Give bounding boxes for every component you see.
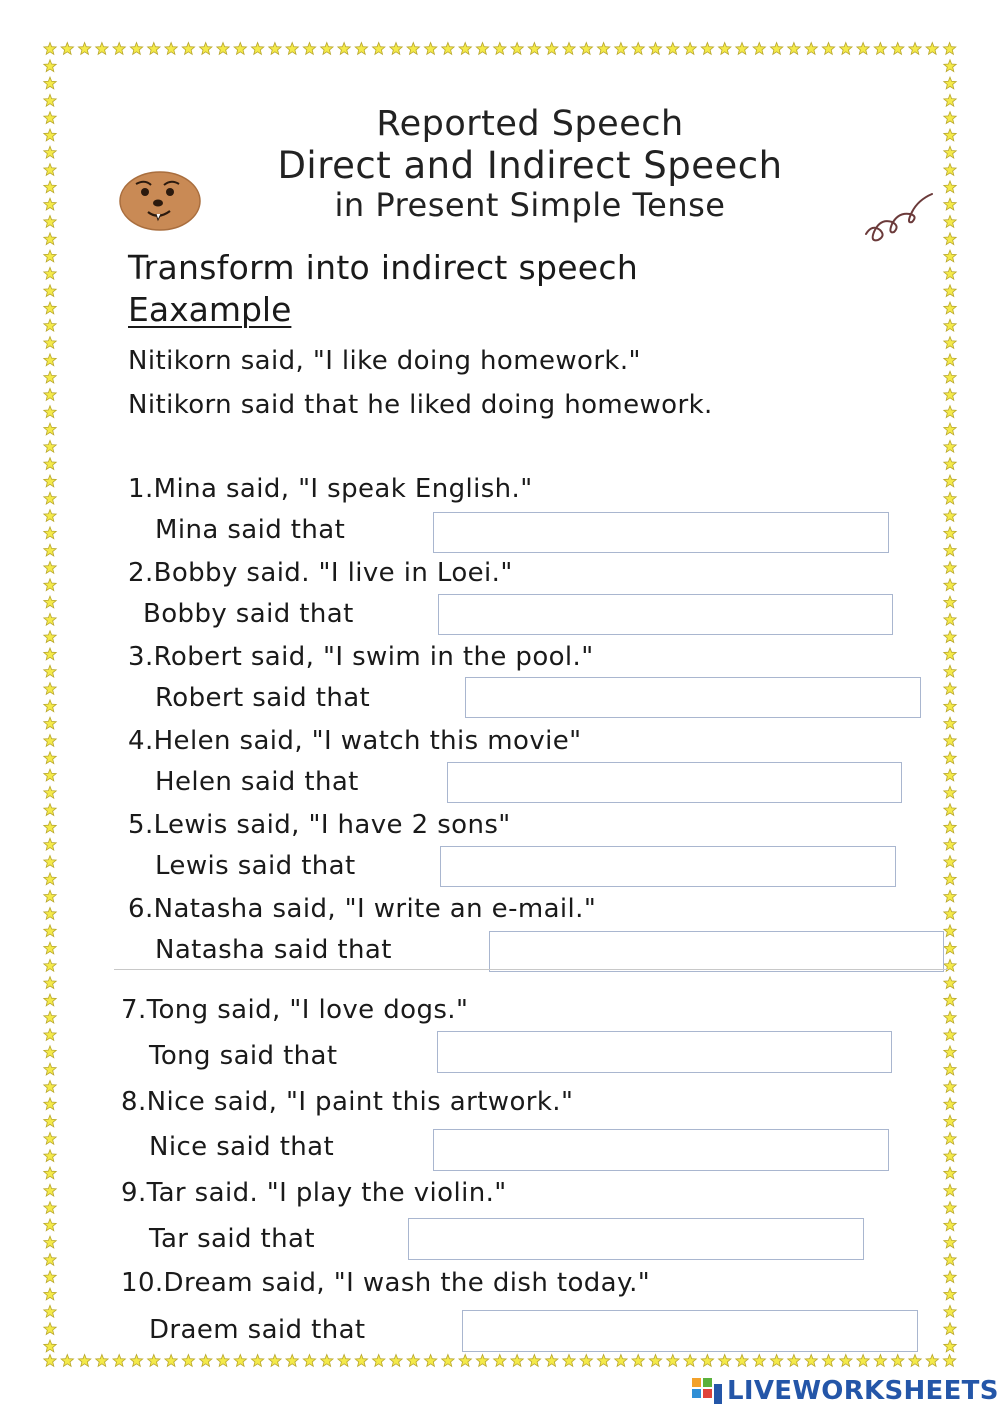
prompt-7: Tong said that (149, 1041, 338, 1071)
answer-input-2[interactable] (438, 594, 893, 635)
answer-input-4[interactable] (447, 762, 902, 803)
answer-input-10[interactable] (462, 1310, 918, 1352)
example-indirect: Nitikorn said that he liked doing homework. (128, 390, 713, 420)
brand-footer[interactable] (690, 1376, 999, 1406)
question-3: 3.Robert said, "I swim in the pool." (128, 642, 594, 672)
question-9: 9.Tar said. "I play the violin." (121, 1178, 507, 1208)
liveworksheets-logo-icon (690, 1376, 724, 1406)
squiggle-doodle-icon (862, 186, 942, 248)
prompt-4: Helen said that (155, 767, 359, 797)
answer-input-8[interactable] (433, 1129, 889, 1171)
answer-input-6[interactable] (489, 931, 944, 972)
prompt-3: Robert said that (155, 683, 371, 713)
question-10: 10.Dream said, "I wash the dish today." (121, 1268, 651, 1298)
answer-input-5[interactable] (440, 846, 896, 887)
question-6: 6.Natasha said, "I write an e-mail." (128, 894, 597, 924)
answer-input-7[interactable] (437, 1031, 892, 1073)
answer-input-1[interactable] (433, 512, 889, 553)
question-1: 1.Mina said, "I speak English." (128, 474, 533, 504)
prompt-9: Tar said that (149, 1224, 315, 1254)
prompt-8: Nice said that (149, 1132, 335, 1162)
prompt-2: Bobby said that (143, 599, 354, 629)
brand-name: LIVEWORKSHEETS (727, 1376, 999, 1406)
question-2: 2.Bobby said. "I live in Loei." (128, 558, 513, 588)
prompt-1: Mina said that (155, 515, 346, 545)
example-direct: Nitikorn said, "I like doing homework." (128, 346, 641, 376)
instruction-heading: Transform into indirect speech (128, 248, 639, 287)
title-line-2: Direct and Indirect Speech (277, 144, 783, 187)
prompt-10: Draem said that (149, 1315, 366, 1345)
example-label: Eaxample (128, 290, 292, 329)
title-line-3: in Present Simple Tense (334, 186, 726, 224)
question-4: 4.Helen said, "I watch this movie" (128, 726, 582, 756)
question-5: 5.Lewis said, "I have 2 sons" (128, 810, 511, 840)
answer-input-3[interactable] (465, 677, 921, 718)
section-divider (114, 969, 948, 970)
smiling-face-icon (118, 170, 204, 232)
question-8: 8.Nice said, "I paint this artwork." (121, 1087, 574, 1117)
prompt-6: Natasha said that (155, 935, 392, 965)
title-line-1: Reported Speech (376, 104, 684, 144)
prompt-5: Lewis said that (155, 851, 356, 881)
question-7: 7.Tong said, "I love dogs." (121, 995, 469, 1025)
answer-input-9[interactable] (408, 1218, 864, 1260)
